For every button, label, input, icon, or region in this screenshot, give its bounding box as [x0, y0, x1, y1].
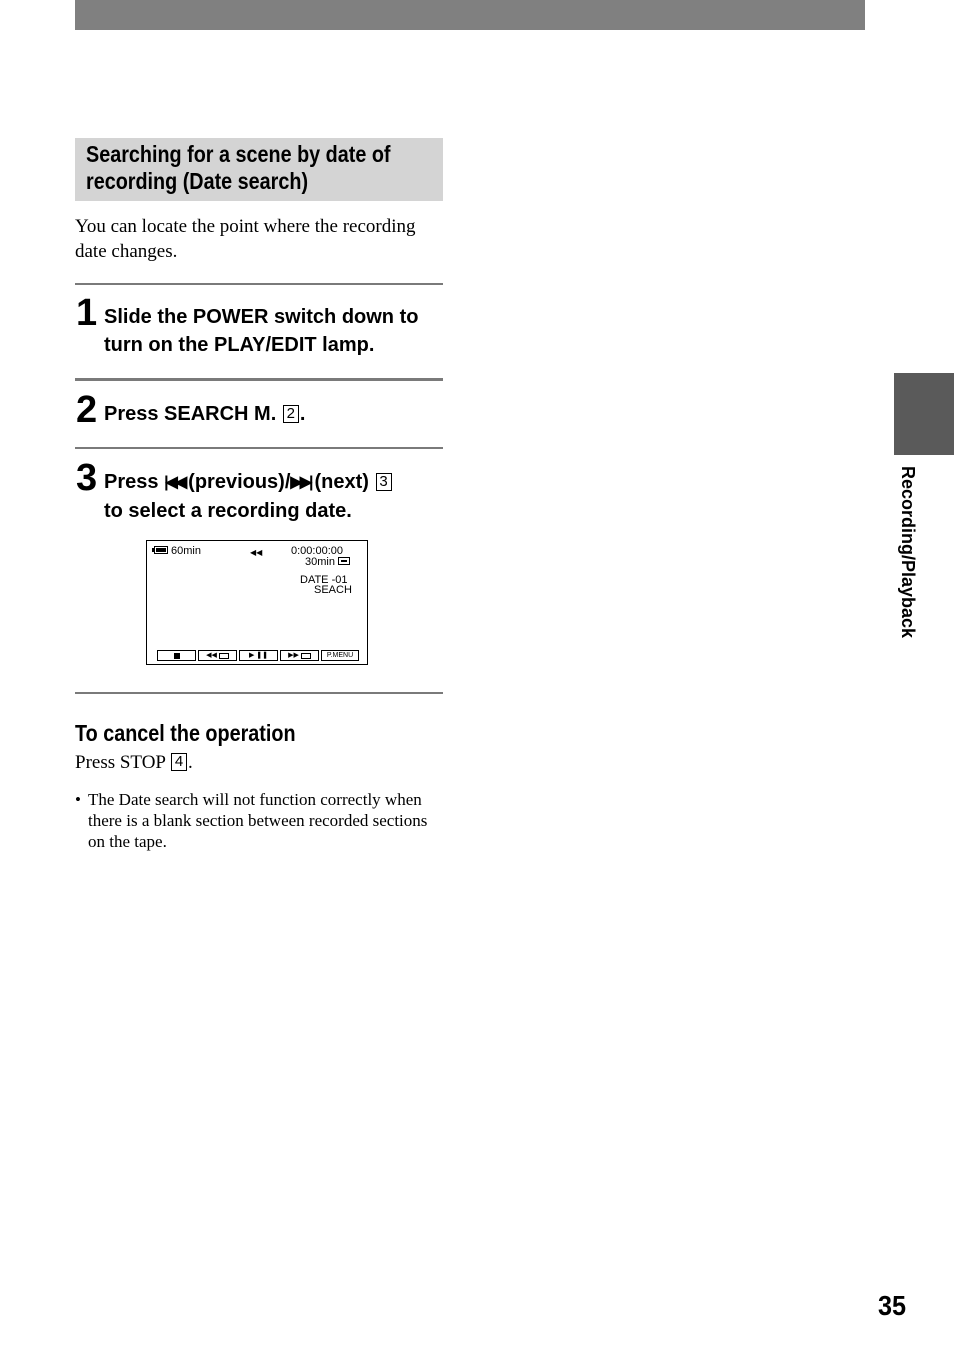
note-bullet: • — [75, 790, 81, 809]
cancel-callout-number: 4 — [171, 753, 187, 771]
divider — [75, 378, 443, 381]
step-2-number: 2 — [76, 389, 98, 431]
cancel-text-after: . — [188, 752, 193, 773]
step-2-text-after: . — [299, 403, 306, 425]
note-text: The Date search will not function correctly when there is a blank section between recorded sections on the tape. — [88, 790, 428, 851]
index-icon — [301, 653, 311, 659]
step-3-text — [104, 468, 444, 525]
menu-label: P.MENU — [326, 652, 354, 659]
section-heading-line2: recording (Date search) — [86, 168, 309, 194]
divider — [75, 283, 443, 285]
step-3-prev-label: (previous)/ — [188, 471, 291, 493]
previous-icon: |◀◀ — [164, 474, 185, 491]
next-icon: ▶▶ — [288, 652, 299, 659]
step-3-next-label: (next) — [314, 471, 369, 493]
tape-remaining — [305, 557, 350, 568]
note — [75, 789, 445, 852]
lcd-screen — [146, 540, 368, 665]
step-1-text: Slide the POWER switch down to turn on the PLAY/EDIT lamp. — [104, 306, 419, 356]
index-icon — [219, 653, 229, 659]
side-label: Recording/Playback — [898, 466, 918, 639]
lcd-next-button[interactable] — [280, 650, 319, 661]
intro-text: You can locate the point where the recording date changes. — [75, 216, 416, 262]
cancel-heading: To cancel the operation — [75, 720, 296, 746]
battery-indicator — [154, 546, 201, 557]
section-heading-line1: Searching for a scene by date of — [86, 141, 391, 167]
stop-icon — [174, 653, 180, 659]
side-tab — [894, 373, 954, 455]
lcd-menu-button[interactable] — [321, 650, 359, 661]
cassette-icon — [338, 557, 350, 565]
divider — [75, 692, 443, 694]
step-2-callout-number: 2 — [283, 405, 299, 423]
cancel-text-before: Press STOP — [75, 752, 166, 773]
page-number: 35 — [878, 1290, 907, 1321]
divider — [75, 447, 443, 449]
next-icon: ▶▶| — [290, 474, 311, 491]
lcd-play-pause-button[interactable] — [239, 650, 278, 661]
battery-icon — [154, 546, 168, 554]
section-heading — [75, 138, 443, 201]
cancel-text — [75, 751, 193, 775]
play-pause-icon: ▶ ❚❚ — [248, 652, 269, 659]
battery-time: 60min — [171, 545, 201, 557]
step-2-text-before: Press SEARCH M. — [104, 403, 277, 425]
lcd-stop-button[interactable] — [157, 650, 196, 661]
step-3-number: 3 — [76, 457, 98, 499]
tape-remaining-time: 30min — [305, 556, 335, 568]
top-bar — [75, 0, 865, 30]
step-2-text — [104, 400, 444, 428]
search-label: SEACH — [314, 584, 352, 596]
lcd-button-row — [157, 650, 359, 660]
prev-icon: ◀◀ — [206, 652, 217, 659]
rewind-icon: ◀◀ — [250, 548, 263, 557]
timecode: 0:00:00:00 — [291, 545, 343, 557]
lcd-prev-button[interactable] — [198, 650, 237, 661]
step-3-prefix: Press — [104, 471, 159, 493]
step-3-suffix: to select a recording date. — [104, 500, 352, 522]
step-1-number: 1 — [76, 292, 98, 334]
date-label: DATE -01 — [300, 574, 348, 586]
step-3-callout-number: 3 — [376, 473, 392, 491]
